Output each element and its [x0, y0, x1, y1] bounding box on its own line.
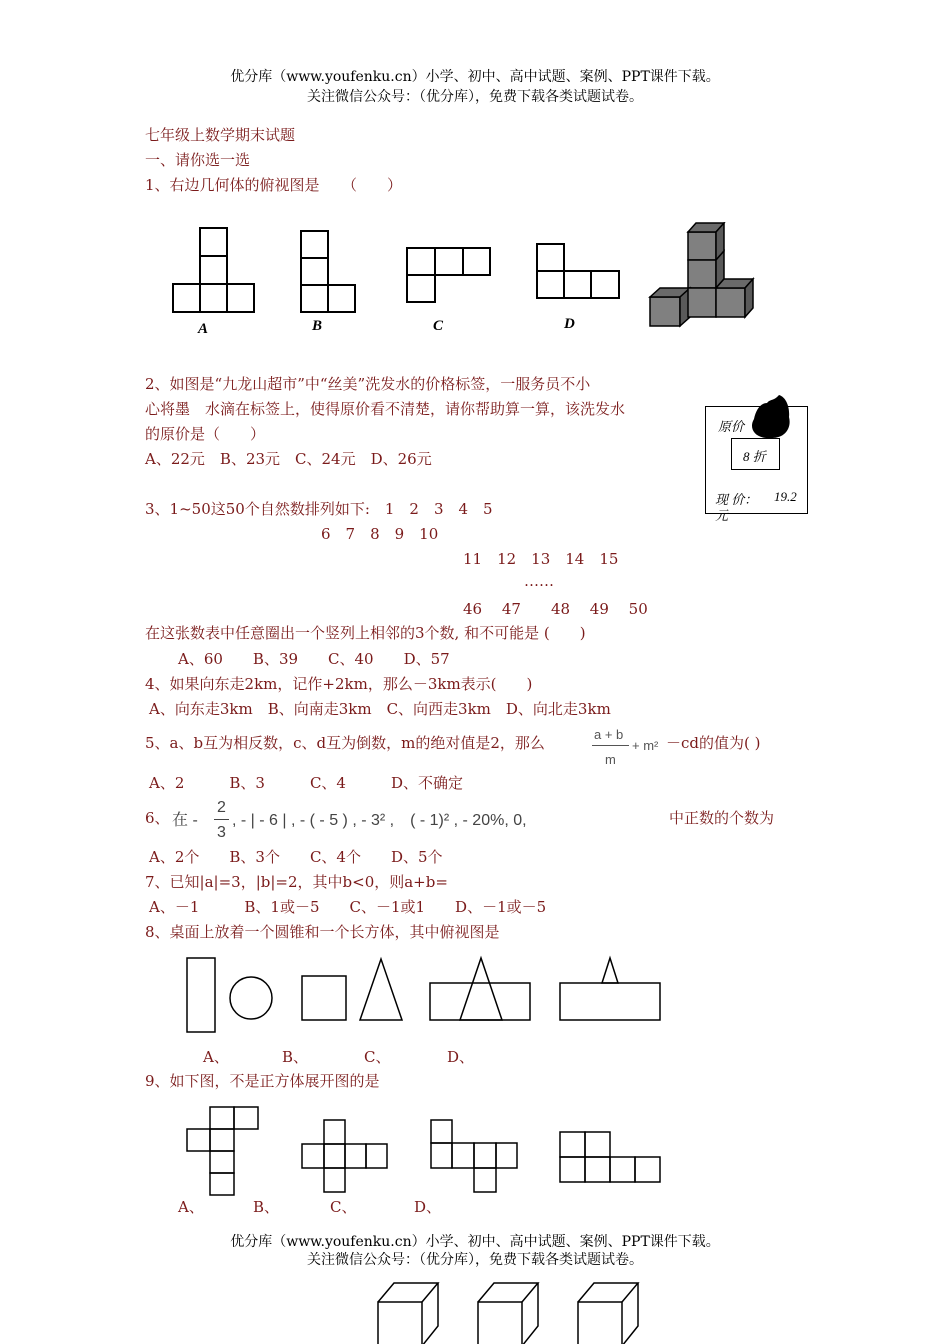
question-3-line1: 3、1~50这50个自然数排列如下: 1 2 3 4 5: [145, 500, 493, 518]
site-banner-line2: 关注微信公众号：（优分库），免费下载各类试题试卷。: [307, 89, 643, 105]
option-b-topview: [301, 231, 355, 312]
price-unit: 元: [715, 508, 729, 523]
q9-label-a: A、: [178, 1198, 204, 1216]
number-ellipsis: ……: [524, 572, 554, 590]
q5-fraction-numerator: a + b: [594, 727, 624, 742]
question-8-figures: [180, 950, 670, 1040]
option-c-label: C: [433, 318, 444, 334]
question-6-options: A、2个 B、3个 C、4个 D、5个: [149, 848, 443, 866]
q5-fraction-denominator: m: [605, 752, 616, 767]
page-title: 七年级上数学期末试题: [145, 126, 296, 144]
option-b-label: B: [312, 318, 323, 334]
question-6-text-end: 中正数的个数为: [669, 809, 775, 827]
number-row-2: 6 7 8 9 10: [321, 525, 439, 543]
section-heading: 一、请你选一选: [145, 151, 251, 169]
net-c: [431, 1120, 517, 1192]
q5-expression: + m²: [632, 738, 659, 753]
question-7-text: 7、已知|a|=3，|b|=2，其中b<0，则a+b=: [145, 873, 448, 891]
q6-expression-lead: 在 -: [172, 812, 198, 829]
option-a-shape: [187, 958, 215, 1032]
current-price-label: 现 价：: [715, 492, 758, 507]
net-d: [560, 1132, 660, 1182]
number-row-3: 11 12 13 14 15: [463, 550, 619, 568]
site-banner-footer-line2: 关注微信公众号：（优分库），免费下载各类试题试卷。: [307, 1252, 643, 1268]
current-price-value: 19.2: [774, 489, 797, 504]
question-2-options: A、22元 B、23元 C、24元 D、26元: [145, 450, 432, 468]
question-4-options: A、向东走3km B、向南走3km C、向西走3km D、向北走3km: [149, 700, 611, 718]
price-tag: [705, 406, 808, 523]
question-2-line3: 的原价是（ ）: [145, 425, 266, 443]
question-3-options: A、60 B、39 C、40 D、57: [178, 650, 450, 668]
question-1-figures: [165, 222, 765, 342]
option-c-rect: [430, 983, 530, 1020]
option-b-square: [302, 976, 346, 1020]
q6-fraction-numerator: 2: [217, 799, 226, 816]
option-c-triangle: [460, 958, 502, 1020]
bottom-cubes: [370, 1278, 650, 1344]
option-a-circle: [230, 977, 272, 1019]
net-a: [187, 1107, 258, 1195]
option-a-label: A: [198, 321, 209, 337]
option-d-label: D: [564, 316, 575, 332]
question-9-text: 9、如下图，不是正方体展开图的是: [145, 1072, 380, 1090]
q8-label-a: A、: [203, 1048, 229, 1066]
question-4-text: 4、如果向东走2km，记作+2km，那么－3km表示( ): [145, 675, 533, 693]
cube-icon: [378, 1283, 438, 1344]
q6-fraction-denominator: 3: [217, 824, 226, 841]
option-d-triangle: [602, 958, 618, 983]
q9-label-c: C、: [330, 1198, 357, 1216]
cube-icon: [478, 1283, 538, 1344]
site-banner-footer-line1: 优分库（www.youfenku.cn）小学、初中、高中试题、案例、PPT课件下载。: [230, 1234, 720, 1250]
number-row-last: 46 47 48 49 50: [463, 600, 648, 618]
question-1-text: 1、右边几何体的俯视图是 （ ）: [145, 176, 403, 194]
option-d-topview: [537, 244, 619, 298]
question-3-text: 在这张数表中任意圈出一个竖列上相邻的3个数, 和不可能是 ( ): [145, 624, 586, 642]
q8-label-b: B、: [282, 1048, 309, 1066]
question-9-figures: [180, 1100, 670, 1200]
cube-solid-figure: [650, 223, 753, 326]
ink-blot-icon: [746, 393, 792, 441]
discount-text: 8 折: [743, 449, 766, 464]
q5-fraction-bar: [592, 745, 629, 746]
option-d-rect: [560, 983, 660, 1020]
cube-icon: [578, 1283, 638, 1344]
question-5-options: A、2 B、3 C、4 D、不确定: [149, 774, 463, 792]
option-c-topview: [407, 248, 490, 302]
option-b-triangle: [360, 959, 402, 1020]
question-7-options: A、－1 B、1或－5 C、－1或1 D、－1或－5: [149, 898, 547, 916]
q8-label-d: D、: [447, 1048, 475, 1066]
net-b: [302, 1120, 387, 1192]
q6-fraction-bar: [214, 819, 229, 820]
site-banner-line1: 优分库（www.youfenku.cn）小学、初中、高中试题、案例、PPT课件下载。: [230, 69, 720, 85]
discount-box: [731, 438, 780, 470]
q8-label-c: C、: [364, 1048, 391, 1066]
option-a-topview: [173, 228, 254, 312]
question-8-text: 8、桌面上放着一个圆锥和一个长方体，其中俯视图是: [145, 923, 500, 941]
q9-label-b: B、: [253, 1198, 280, 1216]
q6-expression: , - | - 6 | , - ( - 5 ) , - 3² , ( - 1)² , - 20%, 0,: [232, 812, 527, 829]
question-2-line2: 心将墨 水滴在标签上，使得原价看不清楚，请你帮助算一算，该洗发水: [145, 400, 626, 418]
question-2-line1: 2、如图是“九龙山超市”中“丝美”洗发水的价格标签，一服务员不小: [145, 375, 591, 393]
question-6-number: 6、: [145, 809, 170, 827]
q9-label-d: D、: [414, 1198, 442, 1216]
original-price-label: 原价: [718, 419, 745, 434]
question-5-text: 5、a、b互为相反数，c、d互为倒数，m的绝对值是2，那么: [145, 734, 545, 752]
question-5-text-end: －cd的值为( ): [666, 734, 761, 752]
